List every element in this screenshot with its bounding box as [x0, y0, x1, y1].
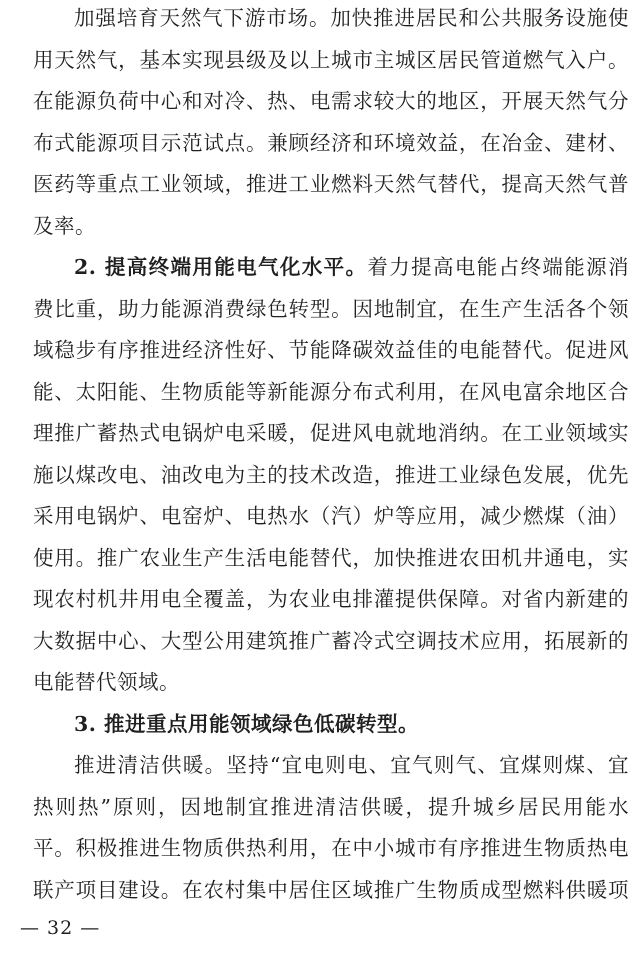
paragraph-1-line-3: 在能源负荷中心和对冷、热、电需求较大的地区，开展天然气分 [33, 89, 629, 113]
paragraph-2-line-3: 域稳步有序推进经济性好、节能降碳效益佳的电能替代。促进风 [33, 338, 629, 362]
paragraph-2-line-9: 现农村机井用电全覆盖，为农业电排灌提供保障。对省内新建的 [33, 587, 629, 611]
paragraph-2-line-6: 施以煤改电、油改电为主的技术改造，推进工业绿色发展，优先 [33, 463, 629, 487]
paragraph-2-line-2: 费比重，助力能源消费绿色转型。因地制宜，在生产生活各个领 [33, 297, 629, 321]
paragraph-1-line-5: 医药等重点工业领域，推进工业燃料天然气替代，提高天然气普 [33, 172, 629, 196]
section-2-heading: 2. 提高终端用能电气化水平。 [74, 255, 368, 279]
paragraph-2-line-1 [74, 252, 629, 282]
paragraph-1-line-4: 布式能源项目示范试点。兼顾经济和环境效益，在冶金、建材、 [33, 131, 629, 155]
section-3-heading: 3. 推进重点用能领域绿色低碳转型。 [74, 712, 420, 736]
paragraph-2-line-4: 能、太阳能、生物质能等新能源分布式利用，在风电富余地区合 [33, 380, 629, 404]
section-3-heading-line [74, 709, 629, 739]
paragraph-1-line-2: 用天然气，基本实现县级及以上城市主城区居民管道燃气入户。 [33, 48, 629, 72]
paragraph-2-line-1-rest: 着力提高电能占终端能源消 [367, 255, 629, 279]
paragraph-1-line-6: 及率。 [33, 214, 96, 238]
paragraph-2-line-11: 电能替代领域。 [33, 670, 180, 694]
paragraph-4-line-4: 联产项目建设。在农村集中居住区域推广生物质成型燃料供暖项 [33, 878, 629, 902]
paragraph-4-line-2: 热则热”原则，因地制宜推进清洁供暖，提升城乡居民用能水 [33, 795, 629, 819]
paragraph-2-line-7: 采用电锅炉、电窑炉、电热水（汽）炉等应用，减少燃煤（油） [33, 504, 629, 528]
paragraph-2-line-5: 理推广蓄热式电锅炉电采暖，促进风电就地消纳。在工业领域实 [33, 421, 629, 445]
paragraph-4-line-3: 平。积极推进生物质供热利用，在中小城市有序推进生物质热电 [33, 836, 629, 860]
paragraph-4-line-1: 推进清洁供暖。坚持“宜电则电、宜气则气、宜煤则煤、宜 [74, 753, 629, 777]
paragraph-1-line-1: 加强培育天然气下游市场。加快推进居民和公共服务设施使 [74, 6, 629, 30]
page-number: — 32 — [20, 917, 101, 939]
paragraph-2-line-8: 使用。推广农业生产生活电能替代，加快推进农田机井通电，实 [33, 546, 629, 570]
paragraph-2-line-10: 大数据中心、大型公用建筑推广蓄冷式空调技术应用，拓展新的 [33, 629, 629, 653]
